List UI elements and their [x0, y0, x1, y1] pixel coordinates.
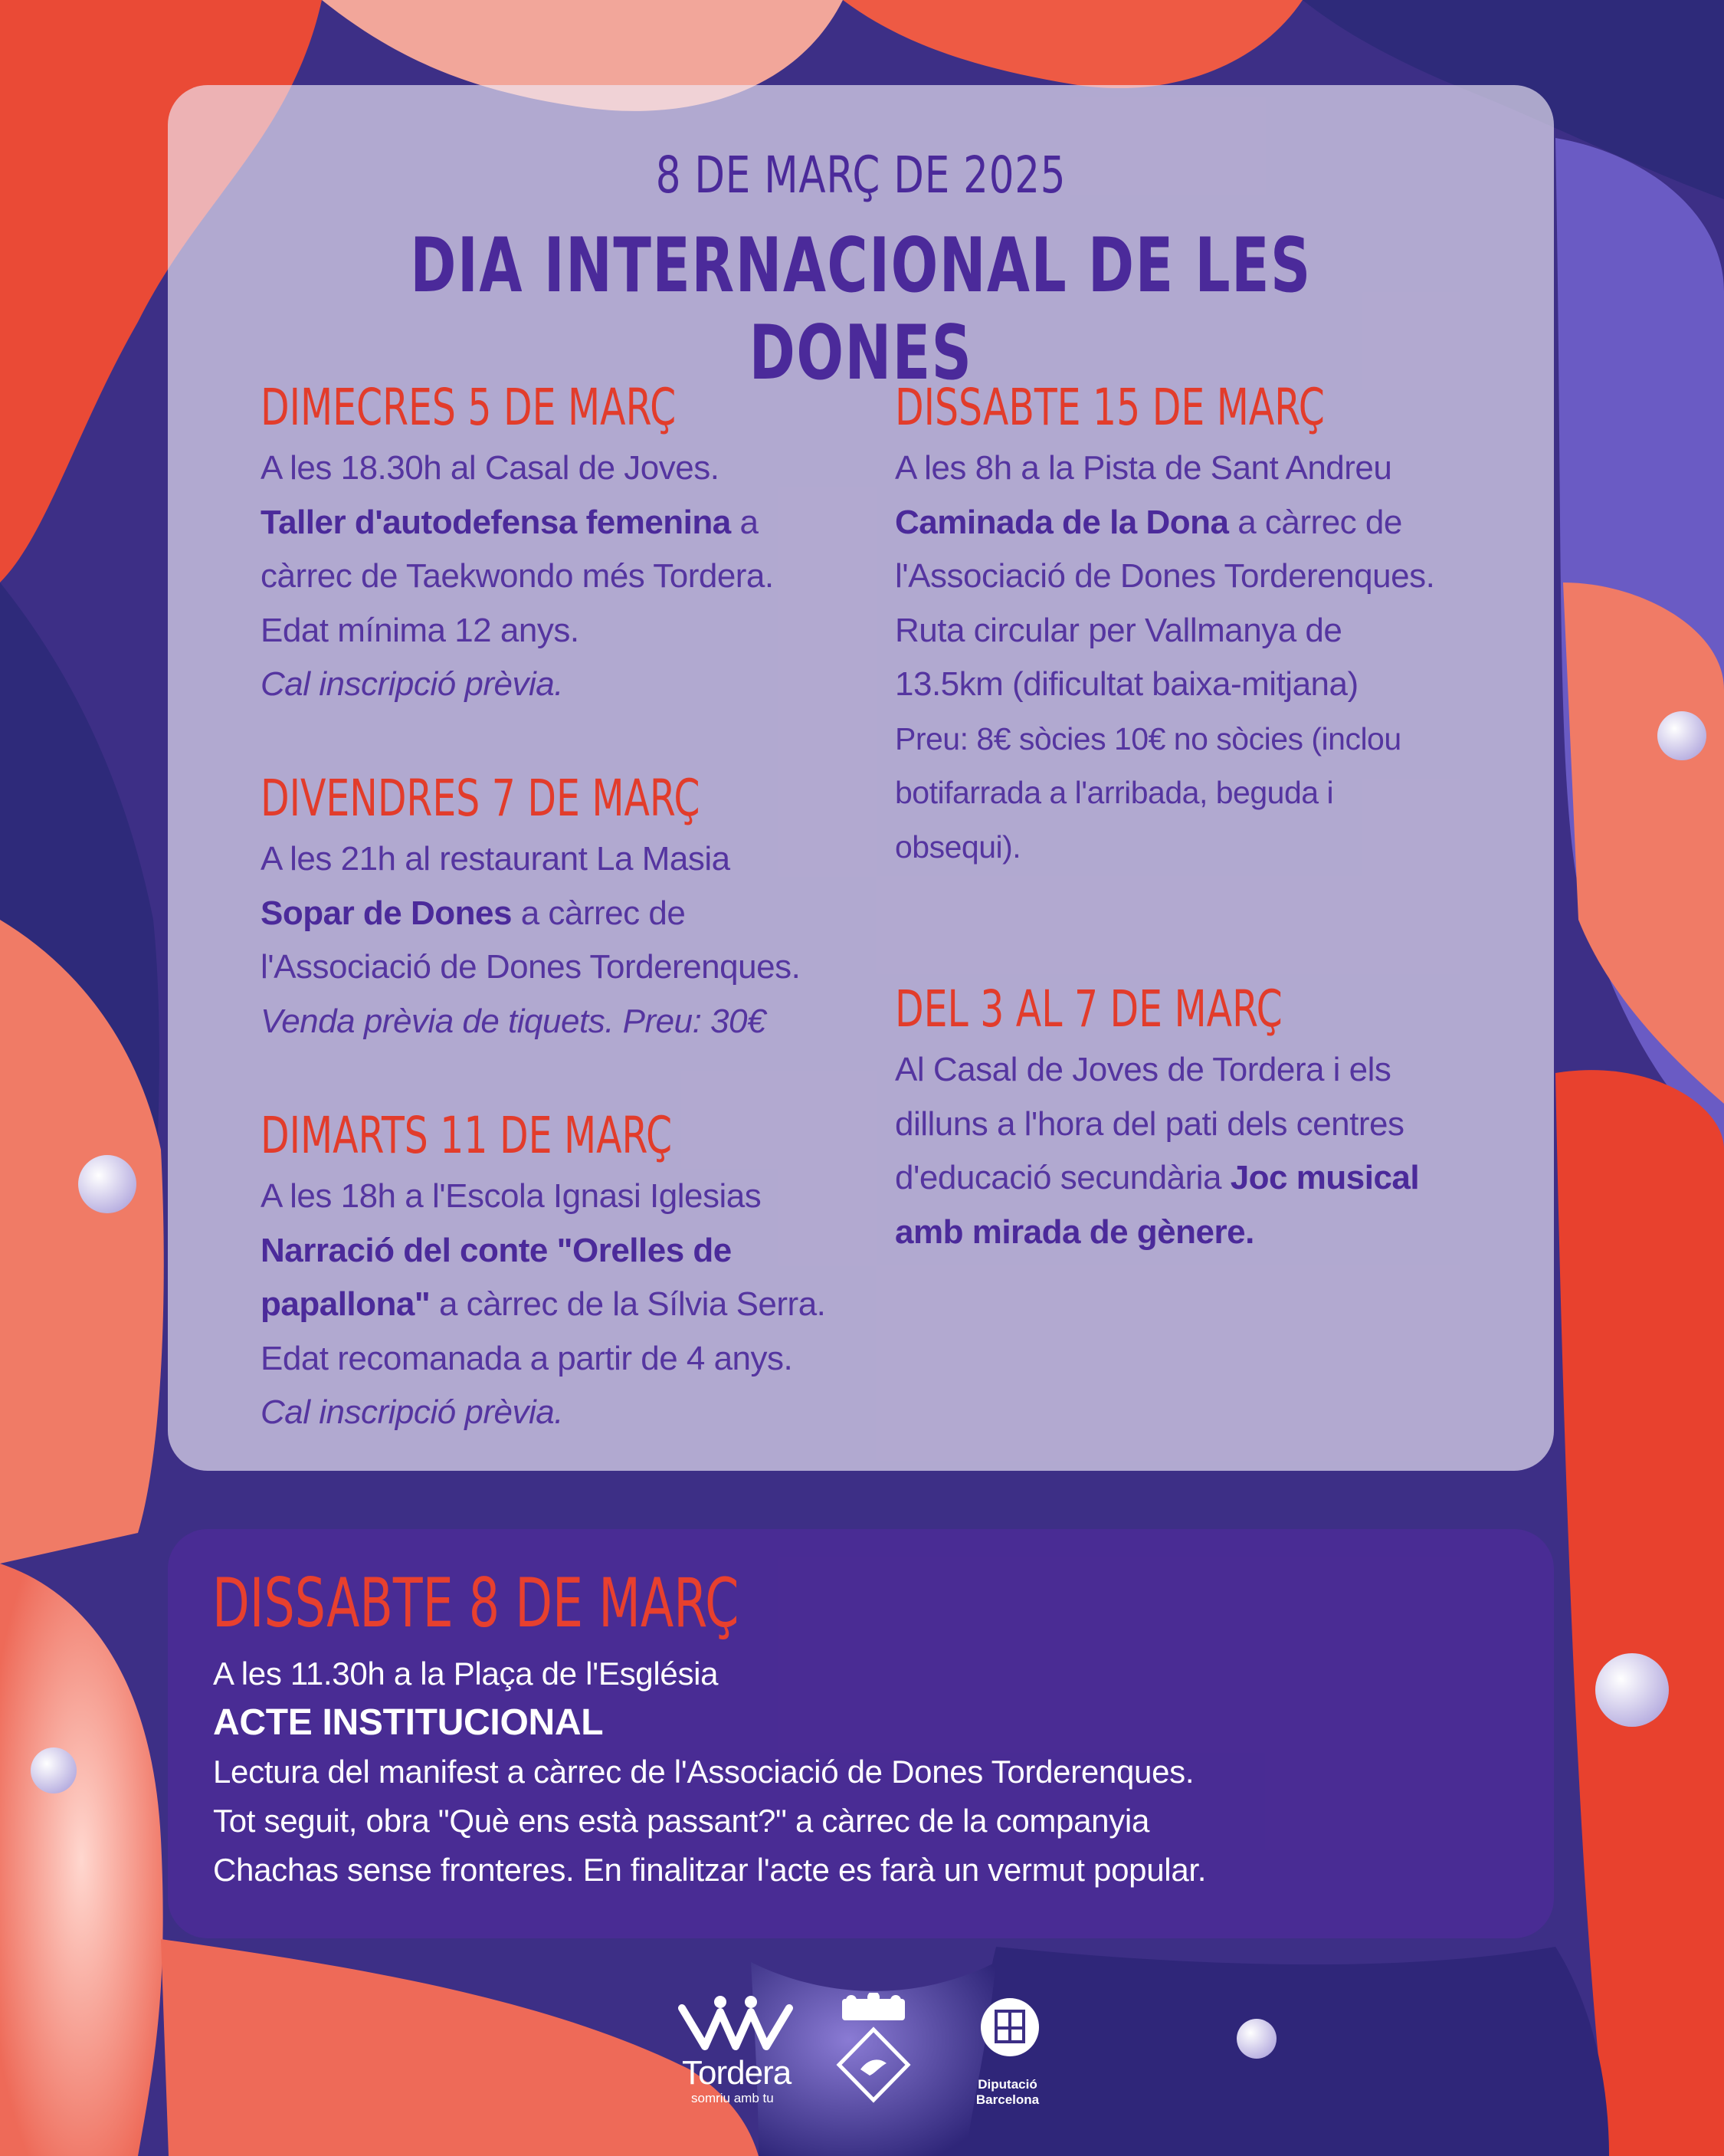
event-activity: Caminada de la Dona	[895, 503, 1229, 541]
event-heading: DIMECRES 5 DE MARÇ	[261, 378, 677, 437]
event-description	[261, 441, 843, 712]
event-heading: DEL 3 AL 7 DE MARÇ	[895, 980, 1283, 1039]
page-title: DIA INTERNACIONAL DE LES DONES	[410, 222, 1312, 397]
event-heading: DISSABTE 15 DE MARÇ	[895, 378, 1325, 437]
event-heading: DIMARTS 11 DE MARÇ	[261, 1106, 673, 1165]
tordera-people-icon	[674, 1993, 805, 2054]
event-description	[895, 1043, 1431, 1259]
diputacio-barcelona-label	[950, 2077, 1065, 2108]
event-divendres-7	[261, 766, 843, 1048]
event-details: a càrrec de Taekwondo més Tordera. Edat mínima 12 anys.	[261, 503, 774, 649]
tordera-tagline: somriu amb tu	[691, 2091, 774, 2105]
event-price: Preu: 8€ sòcies 10€ no sòcies (inclou botifarrada a l'arribada, beguda i obsequi).	[895, 720, 1401, 865]
event-dimecres-5	[261, 376, 843, 712]
event-note: Cal inscripció prèvia.	[261, 665, 563, 703]
event-location: A les 18.30h al Casal de Joves.	[261, 449, 719, 487]
main-event-title: ACTE INSTITUCIONAL	[213, 1702, 604, 1743]
event-location: A les 8h a la Pista de Sant Andreu	[895, 449, 1392, 487]
event-location: A les 18h a l'Escola Ignasi Iglesias	[261, 1177, 762, 1215]
event-heading: DIVENDRES 7 DE MARÇ	[261, 769, 700, 828]
header-date: 8 DE MARÇ DE 2025	[655, 146, 1067, 205]
event-description	[261, 832, 843, 1048]
diputacio-label-line2: Barcelona	[975, 2092, 1040, 2107]
main-event-description	[213, 1649, 1516, 1895]
event-del-3-al-7	[895, 977, 1431, 1259]
main-event-heading: DISSABTE 8 DE MARÇ	[212, 1564, 739, 1642]
diputacio-barcelona-emblem-icon	[979, 1993, 1041, 2069]
event-details: a càrrec de l'Associació de Dones Torderenques. Ruta circular per Vallmanya de 13.5km (dificultat baixa-mitjana)	[895, 503, 1435, 703]
event-description	[261, 1170, 843, 1440]
main-event-line: Chachas sense fronteres. En finalitzar l'acte es farà un vermut popular.	[213, 1852, 1207, 1888]
diputacio-label-line1: Diputació	[978, 2077, 1037, 2092]
event-note: Venda prèvia de tiquets. Preu: 30€	[261, 1002, 765, 1040]
event-details: a càrrec de l'Associació de Dones Torderenques.	[261, 894, 801, 986]
event-note: Cal inscripció prèvia.	[261, 1393, 563, 1431]
tordera-name: Tordera	[682, 2054, 792, 2092]
event-activity: Sopar de Dones	[261, 894, 512, 932]
main-event-location: A les 11.30h a la Plaça de l'Església	[213, 1656, 719, 1692]
tordera-logo	[674, 1993, 805, 2115]
event-description	[895, 441, 1447, 874]
event-location: A les 21h al restaurant La Masia	[261, 840, 730, 878]
event-dissabte-15	[895, 376, 1447, 874]
event-dimarts-11	[261, 1104, 843, 1440]
sponsor-logos	[674, 1993, 1088, 2115]
event-activity: Narració del conte "Orelles de papallona"	[261, 1231, 732, 1323]
event-activity: Taller d'autodefensa femenina	[261, 503, 731, 541]
main-event-line: Tot seguit, obra "Què ens està passant?" a càrrec de la companyia	[213, 1803, 1150, 1839]
event-activity: Joc musical amb mirada de gènere.	[895, 1159, 1420, 1251]
tordera-coat-of-arms-icon	[831, 1993, 916, 2108]
event-details: Al Casal de Joves de Tordera i els dilluns a l'hora del pati dels centres d'educació secundària	[895, 1051, 1404, 1196]
event-details: a càrrec de la Sílvia Serra. Edat recomanada a partir de 4 anys.	[261, 1285, 826, 1377]
main-event-line: Lectura del manifest a càrrec de l'Associació de Dones Torderenques.	[213, 1754, 1195, 1790]
